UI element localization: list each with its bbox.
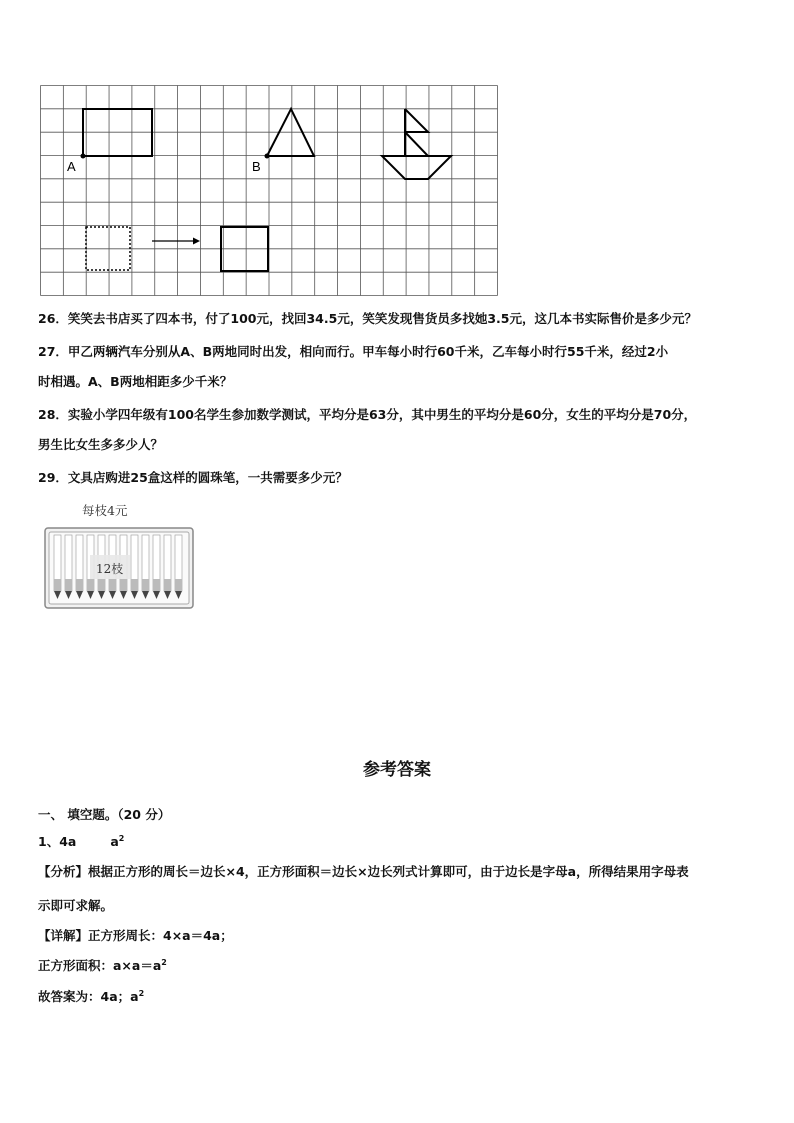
answer-area xyxy=(38,958,167,974)
point-a xyxy=(81,154,86,159)
pen-grip xyxy=(87,579,94,591)
answer-item1-sup: 2 xyxy=(118,833,125,843)
point-b xyxy=(265,154,270,159)
answer-conclusion-sup: 2 xyxy=(138,988,145,998)
pen-grip xyxy=(98,579,105,591)
pen-grip xyxy=(131,579,138,591)
pen-grip xyxy=(175,579,182,591)
answer-conclusion-text: 故答案为：4a；a xyxy=(38,989,139,1004)
pen-grip xyxy=(76,579,83,591)
question-28-line2: 男生比女生多多少人？ xyxy=(38,437,164,452)
pen-grip xyxy=(65,579,72,591)
answer-detail: 【详解】正方形周长：4×a＝4a； xyxy=(38,928,233,943)
answer-item1-first: 1、4a xyxy=(38,834,77,849)
pen-grip xyxy=(120,579,127,591)
answer-item1-second: a xyxy=(110,834,119,849)
answer-item1 xyxy=(38,834,124,850)
label-a: A xyxy=(67,159,76,174)
pen-grip xyxy=(164,579,171,591)
answer-area-sup: 2 xyxy=(161,957,167,967)
question-26: 26．笑笑去书店买了四本书，付了100元，找回34.5元，笑笑发现售货员多找她3.5元，这几本书实际售价是多少元？ xyxy=(38,311,697,326)
pen-grip xyxy=(54,579,61,591)
pen-grip xyxy=(109,579,116,591)
question-28-line1: 28．实验小学四年级有100名学生参加数学测试，平均分是63分，其中男生的平均分是60分，女生的平均分是70分， xyxy=(38,407,697,422)
grid-figure xyxy=(40,85,500,297)
question-27-line1: 27．甲乙两辆汽车分别从A、B两地同时出发，相向而行。甲车每小时行60千米，乙车每小时行55千米，经过2小 xyxy=(38,344,669,359)
answer-analysis-line2: 示即可求解。 xyxy=(38,898,114,913)
sailboat-shape xyxy=(382,109,451,179)
translate-arrow xyxy=(152,238,200,245)
answer-section: 一、 填空题。（20 分） xyxy=(38,807,171,822)
pen-grip xyxy=(153,579,160,591)
pen-price-label: 每枝4元 xyxy=(82,503,128,518)
pen-grip xyxy=(142,579,149,591)
question-29: 29．文具店购进25盒这样的圆珠笔，一共需要多少元？ xyxy=(38,470,348,485)
pen-count-label: 12枝 xyxy=(96,562,124,576)
label-b: B xyxy=(252,159,261,174)
answer-area-text: 正方形面积：a×a＝a xyxy=(38,958,162,973)
answer-analysis-line1: 【分析】根据正方形的周长＝边长×4，正方形面积＝边长×边长列式计算即可，由于边长是字母a，所得结果用字母表 xyxy=(38,864,689,879)
pen-box-image xyxy=(44,527,194,609)
question-27-line2: 时相遇。A、B两地相距多少千米？ xyxy=(38,374,233,389)
answer-title: 参考答案 xyxy=(363,760,431,780)
answer-conclusion xyxy=(38,989,144,1005)
